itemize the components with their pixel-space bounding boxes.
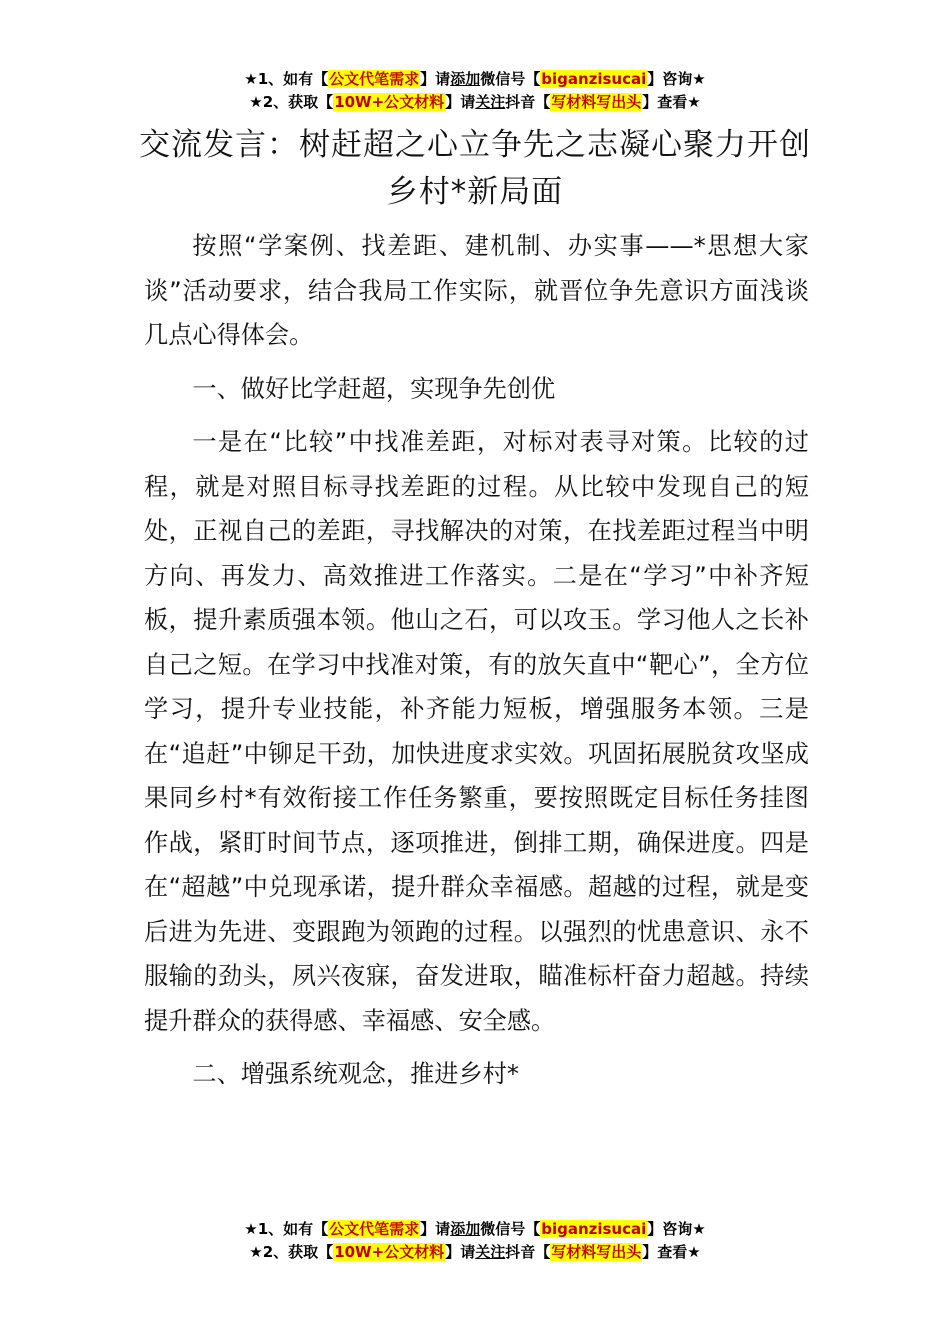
banner-text: 】查看★ [642, 1243, 701, 1261]
banner-highlight: biganzisucai [541, 70, 647, 88]
banner-highlight: 写材料写出头 [551, 93, 642, 111]
banner-highlight: biganzisucai [541, 1220, 647, 1238]
banner-text: 】请 [445, 93, 476, 111]
banner-text: ★1、如有【 [244, 70, 329, 88]
banner-highlight: 写材料写出头 [551, 1243, 642, 1261]
document-body [144, 224, 809, 1097]
section-heading-1: 一、做好比学赶超，实现争先创优 [192, 374, 556, 403]
document-title: 交流发言：树赶超之心立争先之志凝心聚力开创乡村*新局面 [139, 127, 811, 210]
banner-line-2 [0, 1241, 950, 1264]
banner-text: 抖音【 [505, 93, 551, 111]
banner-text: 】请 [420, 1220, 451, 1238]
banner-underline: 添加 [450, 1220, 481, 1238]
banner-text: ★2、获取【 [249, 93, 334, 111]
banner-text: 】咨询★ [647, 70, 706, 88]
banner-underline: 添加 [450, 70, 481, 88]
intro-paragraph: 按照“学案例、找差距、建机制、办实事——*思想大家谈”活动要求，结合我局工作实际，就晋位争先意识方面浅谈几点心得体会。 [144, 232, 809, 349]
section-heading-2: 二、增强系统观念，推进乡村* [192, 1060, 519, 1088]
footer-banner [0, 1218, 950, 1264]
banner-line-2 [0, 91, 950, 114]
banner-text: 抖音【 [505, 1243, 551, 1261]
banner-text: 】查看★ [642, 93, 701, 111]
banner-highlight: 10W+公文材料 [334, 93, 445, 111]
banner-line-1 [0, 68, 950, 91]
banner-underline: 关注 [475, 1243, 506, 1261]
banner-underline: 关注 [475, 93, 506, 111]
banner-text: 】请 [420, 70, 451, 88]
header-banner [0, 68, 950, 114]
body-paragraph: 一是在“比较”中找准差距，对标对表寻对策。比较的过程，就是对照目标寻找差距的过程。从比较中发现自己的短处，正视自己的差距，寻找解决的对策，在找差距过程当中明方向、再发力、高效推进工作落实。二是在“学习”中补齐短板，提升素质强本领。他山之石，可以攻玉。学习他人之长补自己之短。在学习中找准对策，有的放矢直中“靶心”，全方位学习，提升专业技能，补齐能力短板，增强服务本领。三是在“追赶”中铆足干劲，加快进度求实效。巩固拓展脱贫攻坚成果同乡村*有效衔接工作任务繁重，要按照既定目标任务挂图作战，紧盯时间节点，逐项推进，倒排工期，确保进度。四是在“超越”中兑现承诺，提升群众幸福感。超越的过程，就是变后进为先进、变跟跑为领跑的过程。以强烈的忧患意识、永不服输的劲头，夙兴夜寐，奋发进取，瞄准标杆奋力超越。持续提升群众的获得感、幸福感、安全感。 [144, 428, 809, 1035]
banner-text: ★2、获取【 [249, 1243, 334, 1261]
banner-highlight: 10W+公文材料 [334, 1243, 445, 1261]
banner-highlight: 公文代笔需求 [329, 70, 420, 88]
banner-highlight: 公文代笔需求 [329, 1220, 420, 1238]
banner-line-1 [0, 1218, 950, 1241]
banner-text: 微信号【 [480, 1220, 541, 1238]
banner-text: 】请 [445, 1243, 476, 1261]
banner-text: 微信号【 [480, 70, 541, 88]
banner-text: 】咨询★ [647, 1220, 706, 1238]
banner-text: ★1、如有【 [244, 1220, 329, 1238]
